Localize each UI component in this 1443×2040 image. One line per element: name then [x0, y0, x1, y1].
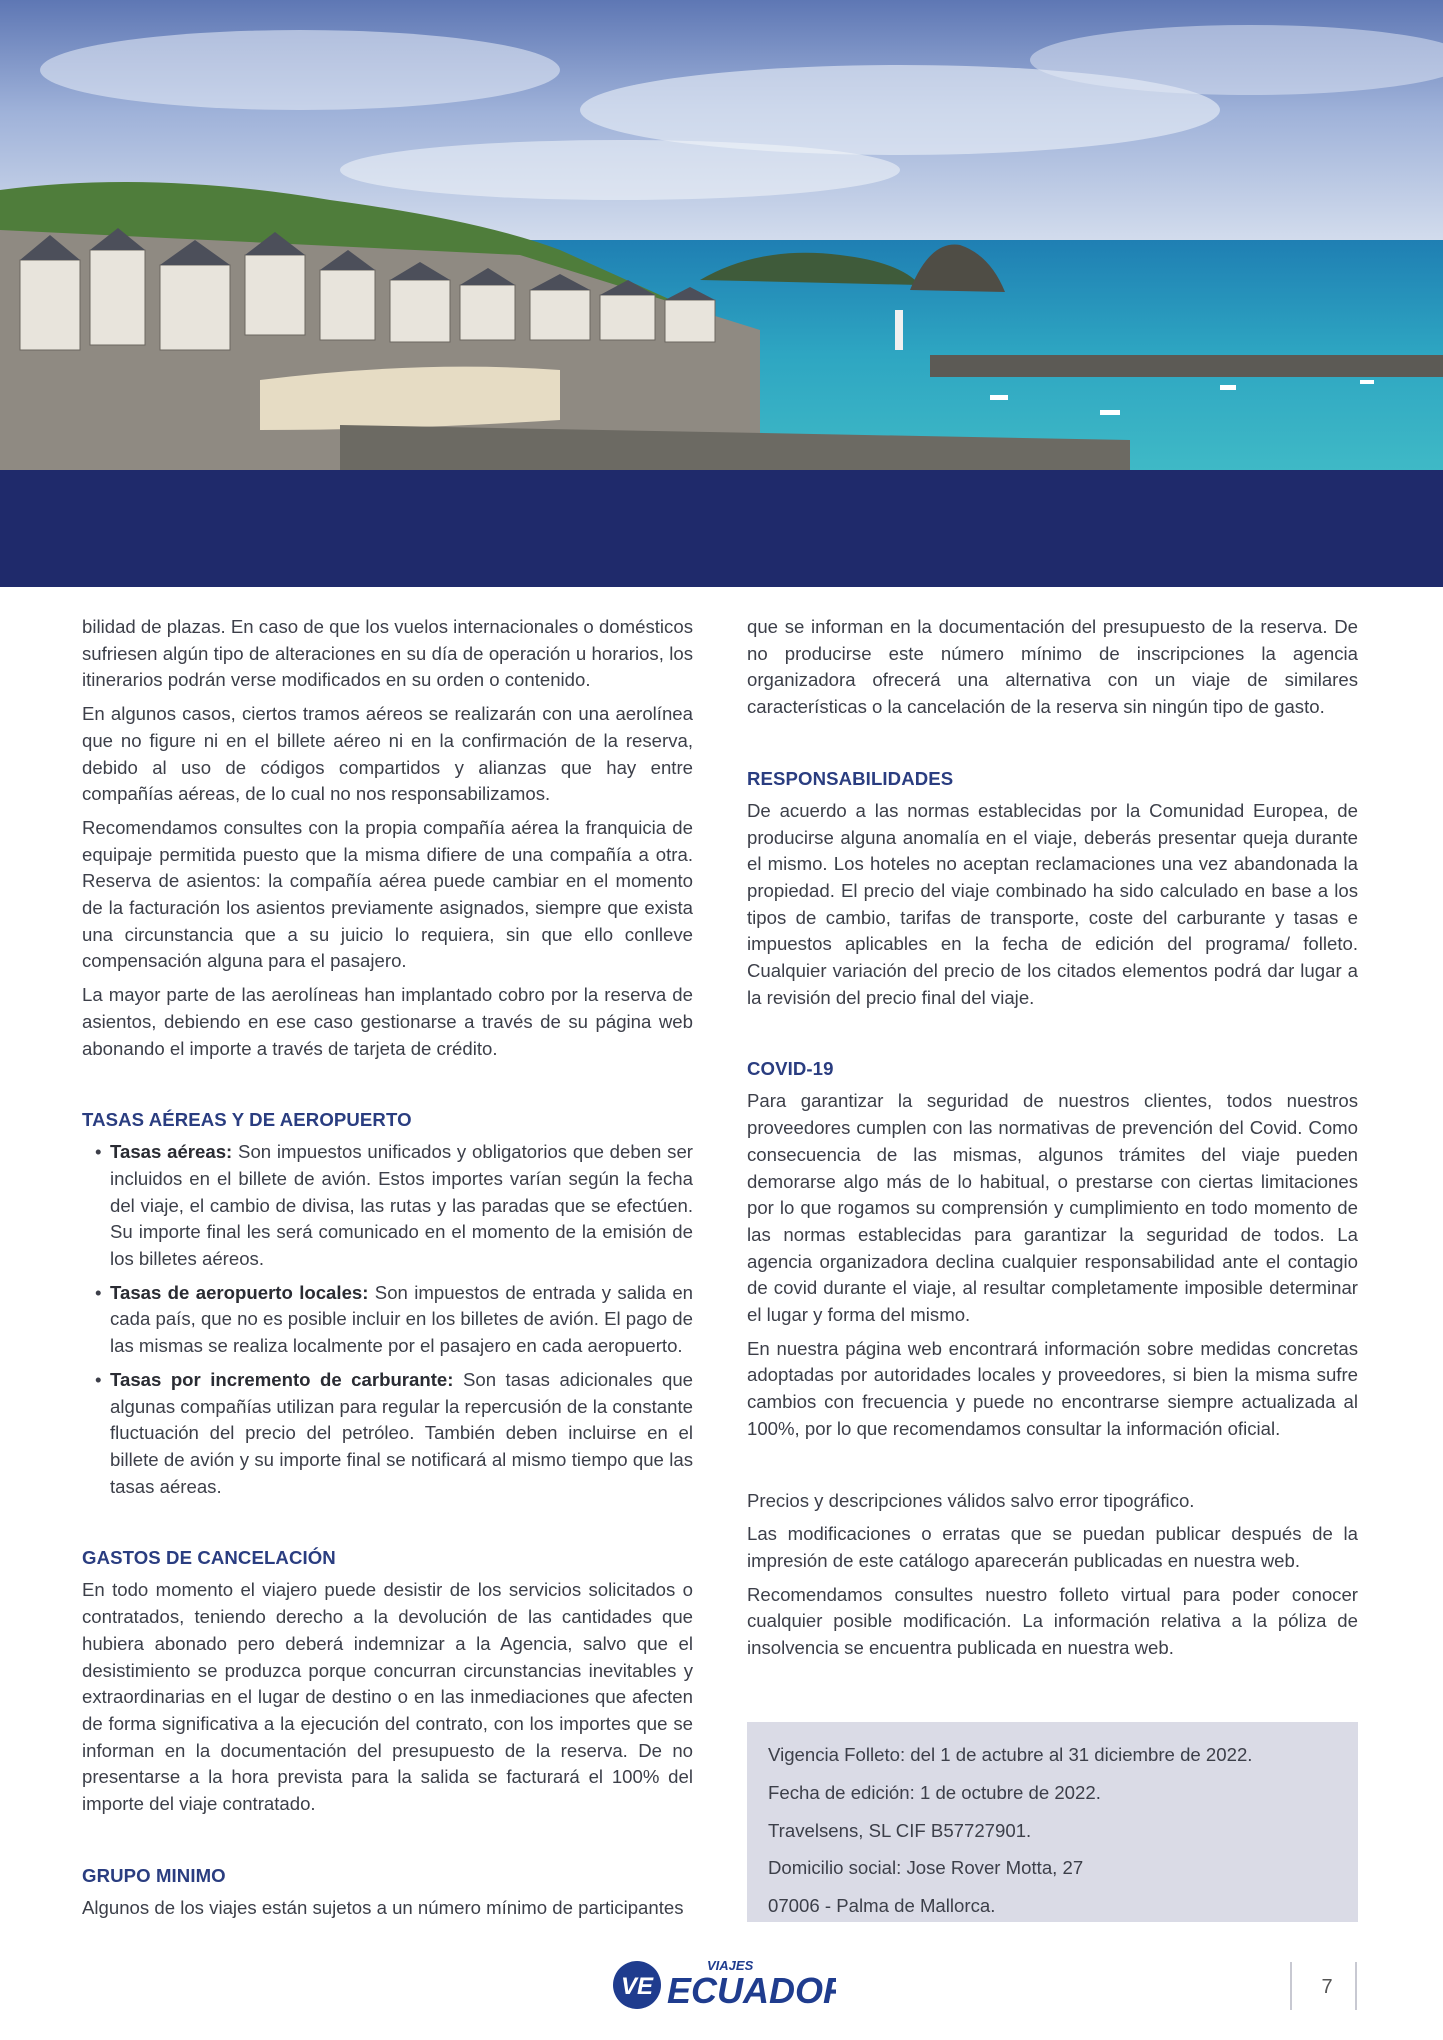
left-column: [82, 614, 693, 1928]
paragraph: Recomendamos consultes con la propia compañía aérea la franquicia de equipaje permitida puesto que la misma difiere de una compañía a otra. Reserva de asientos: la compañía aérea puede cambiar en el momento de la facturación los asientos previamente asignados, siempre que exista una circunstancia que a su juicio lo requiera, sin que ello conlleve compensación alguna para el pasajero.: [82, 816, 693, 972]
paragraph: En nuestra página web encontrará información sobre medidas concretas adoptadas por autoridades locales y proveedores, si bien la misma sufre cambios con frecuencia y puede no encontrarse siempre actualizada al 100%, por lo que recomendamos consultar la información oficial.: [747, 1337, 1358, 1439]
paragraph: La mayor parte de las aerolíneas han implantado cobro por la reserva de asientos, debiendo en ese caso gestionarse a través de su página web abonando el importe a través de tarjeta de crédito.: [82, 984, 693, 1059]
paragraph: En todo momento el viajero puede desistir de los servicios solicitados o contratados, teniendo derecho a la devolución de las cantidades que hubiera abonado pero deberá indemnizar a la Agencia, salvo que el desistimiento se produzca porque concurran circunstancias inevitables y extraordinarias en el lugar de destino o en las inmediaciones que afecten de forma significativa a la ejecución del contrato, con los importes que se informan en la documentación del presupuesto de la reserva. De no presentarse a la hora prevista para la salida se facturará el 100% del importe del viaje contratado.: [82, 1579, 693, 1815]
brochure-info-box: [747, 1722, 1358, 1922]
paragraph: que se informan en la documentación del presupuesto de la reserva. De no producirse este número mínimo de inscripciones la agencia organizadora ofrecerá una alternativa con un viaje de similares características o la cancelación de la reserva sin ningún tipo de gasto.: [747, 616, 1358, 718]
header-band: [0, 470, 1443, 587]
section-heading-responsabilidades: RESPONSABILIDADES: [747, 767, 954, 789]
item-label: Tasas de aeropuerto locales:: [110, 1281, 369, 1303]
note: Las modificaciones o erratas que se puedan publicar después de la impresión de este catálogo aparecerán publicadas en nuestra web.: [747, 1523, 1358, 1571]
hero-photo: [0, 0, 1443, 470]
right-column: [747, 614, 1358, 1669]
section-heading-cancelacion: GASTOS DE CANCELACIÓN: [82, 1547, 336, 1569]
note: Recomendamos consultes nuestro folleto virtual para poder conocer cualquier posible modificación. La información relativa a la póliza de insolvencia se encuentra publicada en nuestra web.: [747, 1583, 1358, 1659]
note: Precios y descripciones válidos salvo error tipográfico.: [747, 1489, 1195, 1511]
list-item: [82, 1139, 693, 1273]
coastal-town-image: [0, 0, 1443, 470]
paragraph: En algunos casos, ciertos tramos aéreos se realizarán con una aerolínea que no figure ni en el billete aéreo ni en la confirmación de la reserva, debido al uso de códigos compartidos y alianzas que hay entre compañías aéreas, de lo cual no nos responsabilizamos.: [82, 703, 693, 805]
logo-main-text: ECUADOR: [667, 1970, 836, 2011]
info-line: Travelsens, SL CIF B57727901.: [768, 1819, 1032, 1841]
info-line: 07006 - Palma de Mallorca.: [768, 1895, 996, 1917]
paragraph: Para garantizar la seguridad de nuestros clientes, todos nuestros proveedores cumplen con las normativas de prevención del Covid. Como consecuencia de las mismas, algunos trámites del viaje pueden demorarse algo más de lo habitual, o prestarse con ciertas limitaciones por lo que rogamos su comprensión y cumplimiento en todo momento de las normas establecidas para garantizar la seguridad de todos. La agencia organizadora declina cualquier responsabilidad ante el contagio de covid durante el viaje, al resultar completamente imposible determinar el lugar y forma del mismo.: [747, 1090, 1358, 1326]
item-label: Tasas por incremento de carburante:: [110, 1368, 454, 1390]
info-line: Domicilio social: Jose Rover Motta, 27: [768, 1857, 1084, 1879]
footer-divider: [1290, 1962, 1292, 2010]
list-item: [82, 1367, 693, 1501]
logo-mark: VE: [620, 1973, 654, 2000]
tasas-list: [82, 1139, 693, 1500]
info-line: Vigencia Folleto: del 1 de actubre al 31 diciembre de 2022.: [768, 1744, 1253, 1765]
item-text: Son impuestos de entrada y salida en cada país, que no es posible incluir en los billetes de avión. El pago de las mismas se realiza localmente por el pasajero en cada aeropuerto.: [110, 1281, 694, 1357]
item-text: Son tasas adicionales que algunas compañías utilizan para regular la repercusión de la constante fluctuación del precio del petróleo. También deben incluirse en el billete de avión y su importe final se notificará al mismo tiempo que las tasas aéreas.: [110, 1368, 694, 1497]
page-number: 7: [1321, 1976, 1333, 1998]
section-heading-tasas: TASAS AÉREAS Y DE AEROPUERTO: [82, 1109, 412, 1131]
viajes-ecuador-logo: [612, 1955, 836, 2011]
paragraph: bilidad de plazas. En caso de que los vuelos internacionales o domésticos sufriesen algún tipo de alteraciones en su día de operación u horarios, los itinerarios podrán verse modificados en su orden o contenido.: [82, 616, 693, 691]
item-text: Son impuestos unificados y obligatorios que deben ser incluidos en el billete de avión. Estos importes varían según la fecha del viaje, el cambio de divisa, las rutas y las paradas que se efectúen. Su importe final les será comunicado en el momento de la emisión de los billetes aéreos.: [110, 1141, 693, 1270]
paragraph: Algunos de los viajes están sujetos a un número mínimo de participantes: [82, 1896, 684, 1918]
section-heading-grupo: GRUPO MINIMO: [82, 1864, 226, 1886]
info-line: Fecha de edición: 1 de octubre de 2022.: [768, 1781, 1101, 1803]
section-heading-covid: COVID-19: [747, 1058, 834, 1080]
logo-small-text: VIAJES: [707, 1958, 754, 1973]
list-item: [82, 1280, 693, 1360]
item-label: Tasas aéreas:: [110, 1141, 233, 1163]
paragraph: De acuerdo a las normas establecidas por la Comunidad Europea, de producirse alguna anomalía en el viaje, deberás presentar queja durante el mismo. Los hoteles no aceptan reclamaciones una vez abandonada la propiedad. El precio del viaje combinado ha sido calculado en base a los tipos de cambio, tarifas de transporte, coste del carburante y tasas e impuestos aplicables en la fecha de edición del programa/ folleto. Cualquier variación del precio de los citados elementos podrá dar lugar a la revisión del precio final del viaje.: [747, 799, 1358, 1008]
footer-divider: [1355, 1962, 1357, 2010]
